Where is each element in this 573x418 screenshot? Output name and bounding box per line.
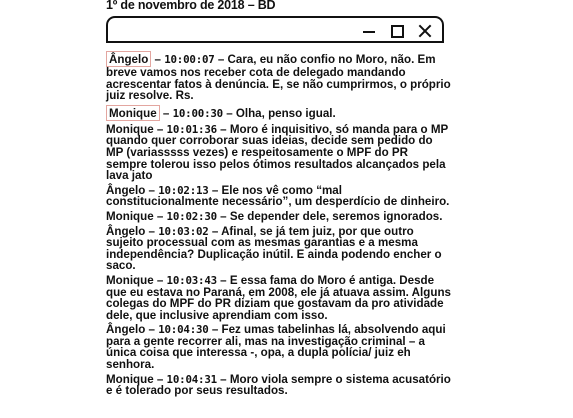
message-time: 10:00:07 — [164, 53, 215, 66]
message-time: 10:04:30 — [158, 323, 209, 337]
message-sender: Ângelo — [106, 224, 146, 238]
message-time: 10:03:43 — [166, 273, 217, 287]
chat-message: Ângelo – 10:02:13 – Ele nos vê como “mal constitucionalmente necessário”, um desperdício de dinheiro. — [106, 183, 450, 209]
message-time: 10:00:30 — [172, 106, 223, 120]
window-title-bar — [106, 16, 444, 43]
message-sender: Monique — [106, 105, 160, 121]
chat-message: Ângelo – 10:00:07 – Cara, eu não confio no Moro, não. Em breve vamos nos receber cota de delegado mandando acrescentar fatos à denúncia. E, se não cumprirmos, o próprio juiz resolve. Rs. — [106, 53, 451, 103]
message-text: Fez umas tabelinhas lá, absolvendo aqui para a gente recorrer ali, mas na investigação criminal – a única coisa que interessa -, opa, a dupla polícia/ juiz eh senhora. — [106, 323, 446, 372]
message-sender: Monique — [106, 273, 154, 287]
chat-message: Monique – 10:02:30 – Se depender dele, seremos ignorados. — [106, 209, 443, 223]
minimize-icon[interactable] — [362, 24, 376, 38]
message-text: Olha, penso igual. — [235, 106, 336, 120]
chat-transcript — [106, 51, 451, 400]
message-sender: Monique — [106, 372, 154, 386]
message-text: Afinal, se já tem juiz, por que outro sujeito processual com as mesmas garantias e a mesma independência? Duplicação inútil. E ainda podendo encher o saco. — [106, 224, 442, 273]
message-text: Cara, eu não confio no Moro, não. Em breve vamos nos receber cota de delegado mandando acrescentar fatos à denúncia. E, se não cumprirmos, o próprio juiz resolve. Rs. — [106, 53, 451, 103]
message-text: Ele nos vê como “mal constitucionalmente necessário”, um desperdício de dinheiro. — [106, 183, 450, 209]
chat-message: Ângelo – 10:03:02 – Afinal, se já tem juiz, por que outro sujeito processual com as mesmas garantias e a mesma independência? Duplicação inútil. E ainda podendo encher o saco. — [106, 224, 442, 273]
message-sender: Ângelo — [106, 183, 146, 197]
page-title: 1º de novembro de 2018 – BD — [106, 0, 276, 12]
chat-message: Monique – 10:04:31 – Moro viola sempre o sistema acusatório e é tolerado por seus resultados. — [106, 372, 451, 398]
close-icon[interactable] — [418, 24, 432, 38]
message-time: 10:02:13 — [158, 183, 209, 197]
message-sender: Ângelo — [106, 323, 146, 337]
message-text: Moro viola sempre o sistema acusatório e é tolerado por seus resultados. — [106, 372, 451, 398]
chat-message: Monique – 10:00:30 – Olha, penso igual. — [106, 105, 451, 121]
chat-message: Ângelo – 10:04:30 – Fez umas tabelinhas lá, absolvendo aqui para a gente recorrer ali, mas na investigação criminal – a única coisa que interessa -, opa, a dupla polícia/ juiz eh senhora. — [106, 323, 446, 372]
message-time: 10:02:30 — [166, 209, 217, 223]
maximize-icon[interactable] — [390, 24, 404, 38]
message-time: 10:01:36 — [166, 122, 217, 136]
message-time: 10:03:02 — [158, 224, 209, 238]
message-text: Moro é inquisitivo, só manda para o MP quando quer corroborar suas ideias, decide sem pedido do MP (variasssss vezes) e respeitosamente o MPF do PR sempre tolerou isso pelos ótimos resultados alcançados pela lava jato — [106, 122, 449, 183]
chat-message: Monique – 10:03:43 – E essa fama do Moro é antiga. Desde que eu estava no Paraná, em 2008, ele já atuava assim. Alguns colegas do MPF do PR diziam que gostavam da pro atividade dele, que inclusive aprendiam com isso. — [106, 273, 451, 322]
chat-message: Monique – 10:01:36 – Moro é inquisitivo, só manda para o MP quando quer corroborar suas ideias, decide sem pedido do MP (variasssss vezes) e respeitosamente o MPF do PR sempre tolerou isso pelos ótimos resultados alcançados pela lava jato — [106, 122, 449, 183]
message-text: E essa fama do Moro é antiga. Desde que eu estava no Paraná, em 2008, ele já atuava assim. Alguns colegas do MPF do PR diziam que gostavam da pro atividade dele, que inclusive aprendiam com isso. — [106, 273, 451, 322]
message-sender: Ângelo — [106, 51, 151, 67]
message-text: Se depender dele, seremos ignorados. — [229, 209, 443, 223]
message-time: 10:04:31 — [166, 372, 217, 386]
message-sender: Monique — [106, 122, 154, 136]
message-sender: Monique — [106, 209, 154, 223]
